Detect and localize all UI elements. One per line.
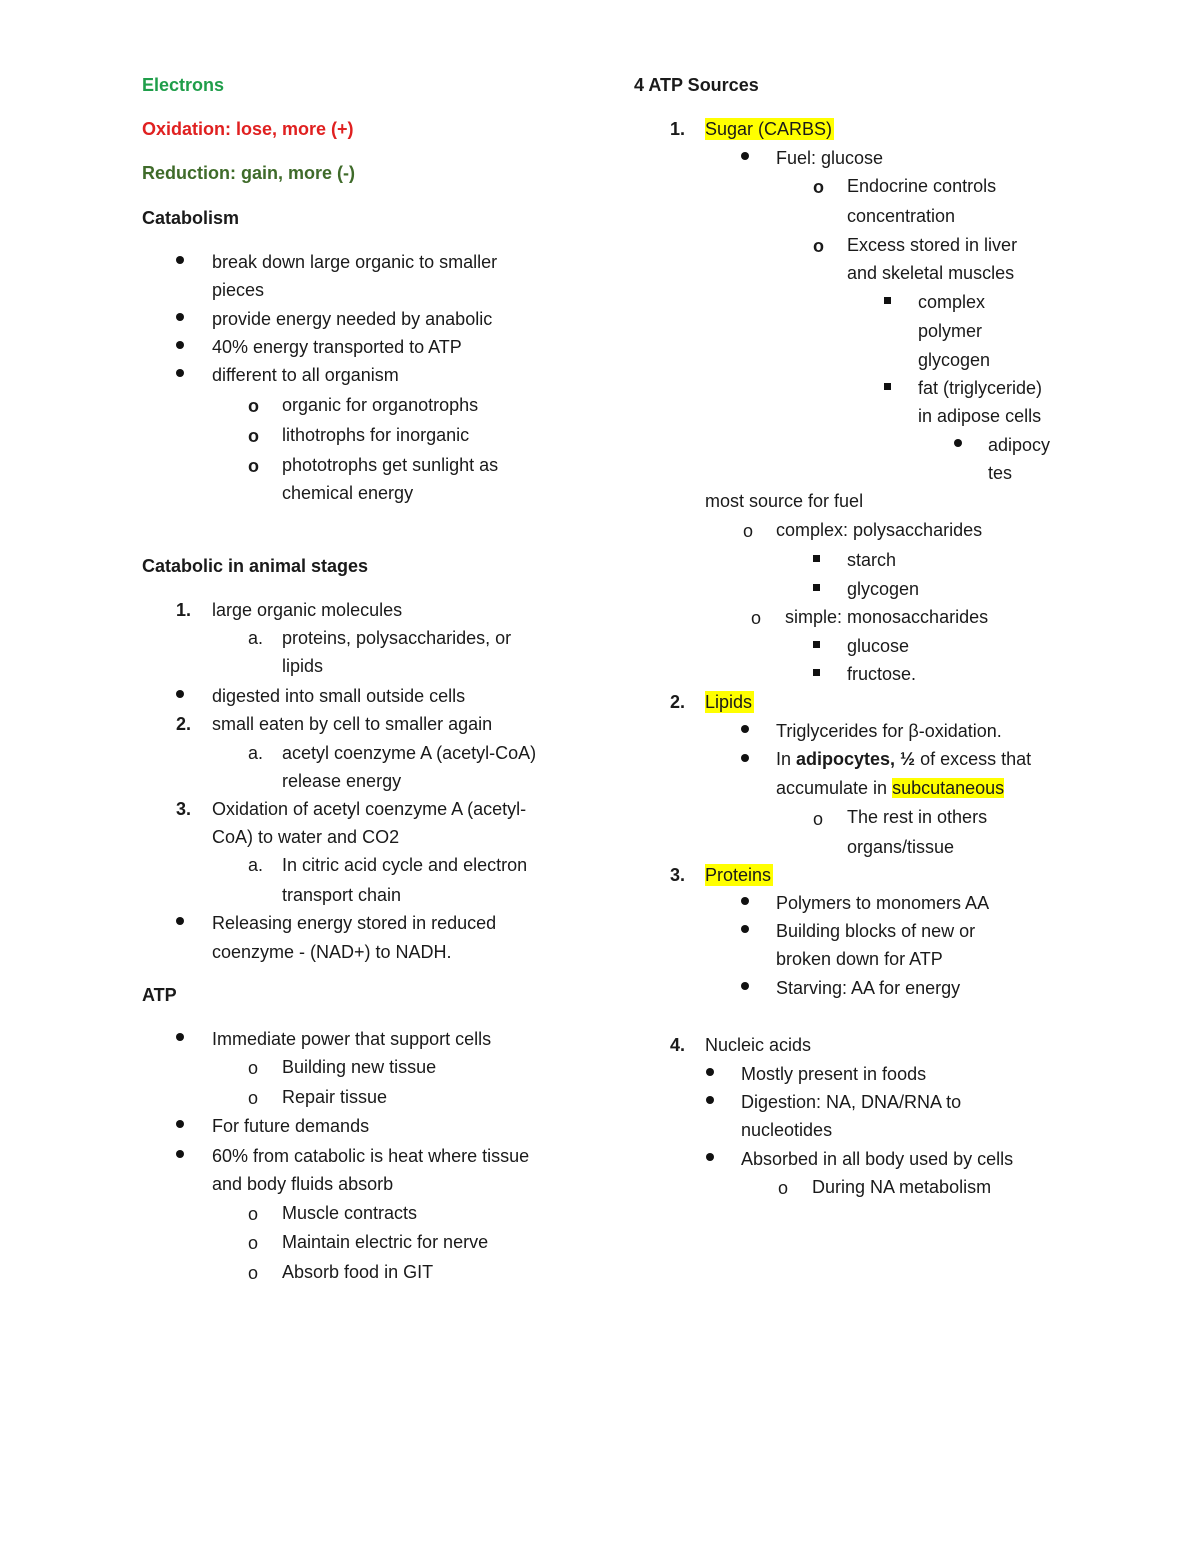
bullet-icon [706, 1068, 714, 1076]
list-item: Mostly present in foods [741, 1064, 927, 1084]
bold-run: adipocytes, ½ [796, 749, 916, 769]
bullet-icon [741, 897, 749, 905]
sugar-heading: Sugar (CARBS) [705, 119, 833, 139]
list-item: Maintain electric for nerve [282, 1232, 489, 1252]
proteins-heading: Proteins [705, 865, 772, 885]
list-item: concentration [847, 206, 956, 226]
list-item: provide energy needed by anabolic [212, 309, 493, 329]
list-item: break down large organic to smaller [212, 252, 498, 272]
list-item: fat (triglyceride) [918, 378, 1043, 398]
bullet-icon [176, 917, 184, 925]
list-item [776, 777, 1004, 799]
list-item: coenzyme - (NAD+) to NADH. [212, 942, 452, 962]
list-item: organic for organotrophs [282, 395, 479, 415]
circle-bullet-icon: o [248, 1204, 259, 1224]
bullet-icon [954, 439, 962, 447]
list-item: large organic molecules [212, 600, 403, 620]
list-item: nucleotides [741, 1120, 833, 1140]
text-run: of excess that [915, 749, 1032, 769]
list-item: lithotrophs for inorganic [282, 425, 470, 445]
bullet-icon [176, 369, 184, 377]
bullet-icon [741, 725, 749, 733]
list-item: Fuel: glucose [776, 148, 884, 168]
circle-bullet-icon: o [248, 396, 259, 416]
list-item: Absorb food in GIT [282, 1262, 434, 1282]
list-item: The rest in others [847, 807, 988, 827]
atp-heading: ATP [142, 985, 177, 1005]
list-item: in adipose cells [918, 406, 1042, 426]
list-item: glucose [847, 636, 910, 656]
circle-bullet-icon: o [778, 1178, 789, 1198]
reduction-line: Reduction: gain, more (-) [142, 163, 355, 183]
list-letter: a. [248, 743, 264, 763]
list-item: Absorbed in all body used by cells [741, 1149, 1014, 1169]
circle-bullet-icon: o [248, 456, 259, 476]
list-item: Starving: AA for energy [776, 978, 961, 998]
square-bullet-icon [813, 641, 820, 648]
list-item: glycogen [918, 350, 991, 370]
square-bullet-icon [813, 555, 820, 562]
lipids-heading: Lipids [705, 692, 753, 712]
circle-bullet-icon: o [248, 1233, 259, 1253]
bullet-icon [176, 313, 184, 321]
stages-heading: Catabolic in animal stages [142, 556, 369, 576]
catabolism-heading: Catabolism [142, 208, 240, 228]
list-item: complex: polysaccharides [776, 520, 983, 540]
list-item: small eaten by cell to smaller again [212, 714, 493, 734]
list-item: starch [847, 550, 897, 570]
circle-bullet-icon: o [248, 1263, 259, 1283]
nucleic-heading: Nucleic acids [705, 1035, 812, 1055]
bullet-icon [741, 982, 749, 990]
list-item: most source for fuel [705, 491, 864, 511]
list-item: 40% energy transported to ATP [212, 337, 462, 357]
list-item [776, 748, 1031, 770]
list-item: glycogen [847, 579, 920, 599]
list-item: simple: monosaccharides [785, 607, 989, 627]
list-item: Building blocks of new or [776, 921, 976, 941]
list-item: different to all organism [212, 365, 399, 385]
list-item: CoA) to water and CO2 [212, 827, 400, 847]
list-item: fructose. [847, 664, 917, 684]
circle-bullet-icon: o [813, 236, 824, 256]
circle-bullet-icon: o [248, 1058, 259, 1078]
list-item: release energy [282, 771, 402, 791]
list-letter: a. [248, 628, 264, 648]
square-bullet-icon [813, 669, 820, 676]
bullet-icon [706, 1153, 714, 1161]
list-number: 3. [670, 865, 686, 885]
list-item: proteins, polysaccharides, or [282, 628, 512, 648]
list-number: 1. [176, 600, 192, 620]
list-item: Endocrine controls [847, 176, 997, 196]
bullet-icon [176, 1033, 184, 1041]
oxidation-line: Oxidation: lose, more (+) [142, 119, 354, 139]
list-item: In citric acid cycle and electron [282, 855, 528, 875]
circle-bullet-icon: o [248, 1088, 259, 1108]
list-letter: a. [248, 855, 264, 875]
atp-sources-heading: 4 ATP Sources [634, 75, 759, 95]
list-item: Digestion: NA, DNA/RNA to [741, 1092, 962, 1112]
list-item: and skeletal muscles [847, 263, 1015, 283]
list-item: 60% from catabolic is heat where tissue [212, 1146, 530, 1166]
bullet-icon [176, 341, 184, 349]
text-run: In [776, 749, 797, 769]
text-run: accumulate in [776, 778, 893, 798]
circle-bullet-icon: o [751, 608, 762, 628]
bullet-icon [741, 925, 749, 933]
bullet-icon [176, 256, 184, 264]
square-bullet-icon [884, 383, 891, 390]
circle-bullet-icon: o [813, 177, 824, 197]
list-item: polymer [918, 321, 983, 341]
list-number: 3. [176, 799, 192, 819]
list-number: 2. [176, 714, 192, 734]
list-item: Muscle contracts [282, 1203, 418, 1223]
list-item: Releasing energy stored in reduced [212, 913, 497, 933]
list-item: adipocy [988, 435, 1051, 455]
circle-bullet-icon: o [813, 809, 824, 829]
circle-bullet-icon: o [743, 521, 754, 541]
list-item: Building new tissue [282, 1057, 437, 1077]
list-item: and body fluids absorb [212, 1174, 394, 1194]
bullet-icon [741, 754, 749, 762]
list-item: During NA metabolism [812, 1177, 992, 1197]
bullet-icon [176, 1150, 184, 1158]
list-item: Immediate power that support cells [212, 1029, 492, 1049]
circle-bullet-icon: o [248, 426, 259, 446]
list-item: chemical energy [282, 483, 414, 503]
list-item: pieces [212, 280, 265, 300]
list-item: Repair tissue [282, 1087, 388, 1107]
bullet-icon [176, 1120, 184, 1128]
list-item: transport chain [282, 885, 402, 905]
list-number: 1. [670, 119, 686, 139]
list-item: broken down for ATP [776, 949, 943, 969]
list-item: lipids [282, 656, 324, 676]
list-item: digested into small outside cells [212, 686, 466, 706]
list-item: Oxidation of acetyl coenzyme A (acetyl- [212, 799, 527, 819]
list-item: tes [988, 463, 1013, 483]
electrons-heading: Electrons [142, 75, 225, 95]
list-item: phototrophs get sunlight as [282, 455, 499, 475]
list-number: 4. [670, 1035, 686, 1055]
list-item: Excess stored in liver [847, 235, 1018, 255]
list-item: Triglycerides for β-oxidation. [776, 721, 1002, 741]
list-item: Polymers to monomers AA [776, 893, 990, 913]
square-bullet-icon [884, 297, 891, 304]
highlight-run: subcutaneous [892, 778, 1005, 798]
bullet-icon [741, 152, 749, 160]
list-item: acetyl coenzyme A (acetyl-CoA) [282, 743, 537, 763]
list-item: For future demands [212, 1116, 370, 1136]
square-bullet-icon [813, 584, 820, 591]
bullet-icon [176, 690, 184, 698]
list-number: 2. [670, 692, 686, 712]
list-item: complex [918, 292, 986, 312]
list-item: organs/tissue [847, 837, 955, 857]
bullet-icon [706, 1096, 714, 1104]
